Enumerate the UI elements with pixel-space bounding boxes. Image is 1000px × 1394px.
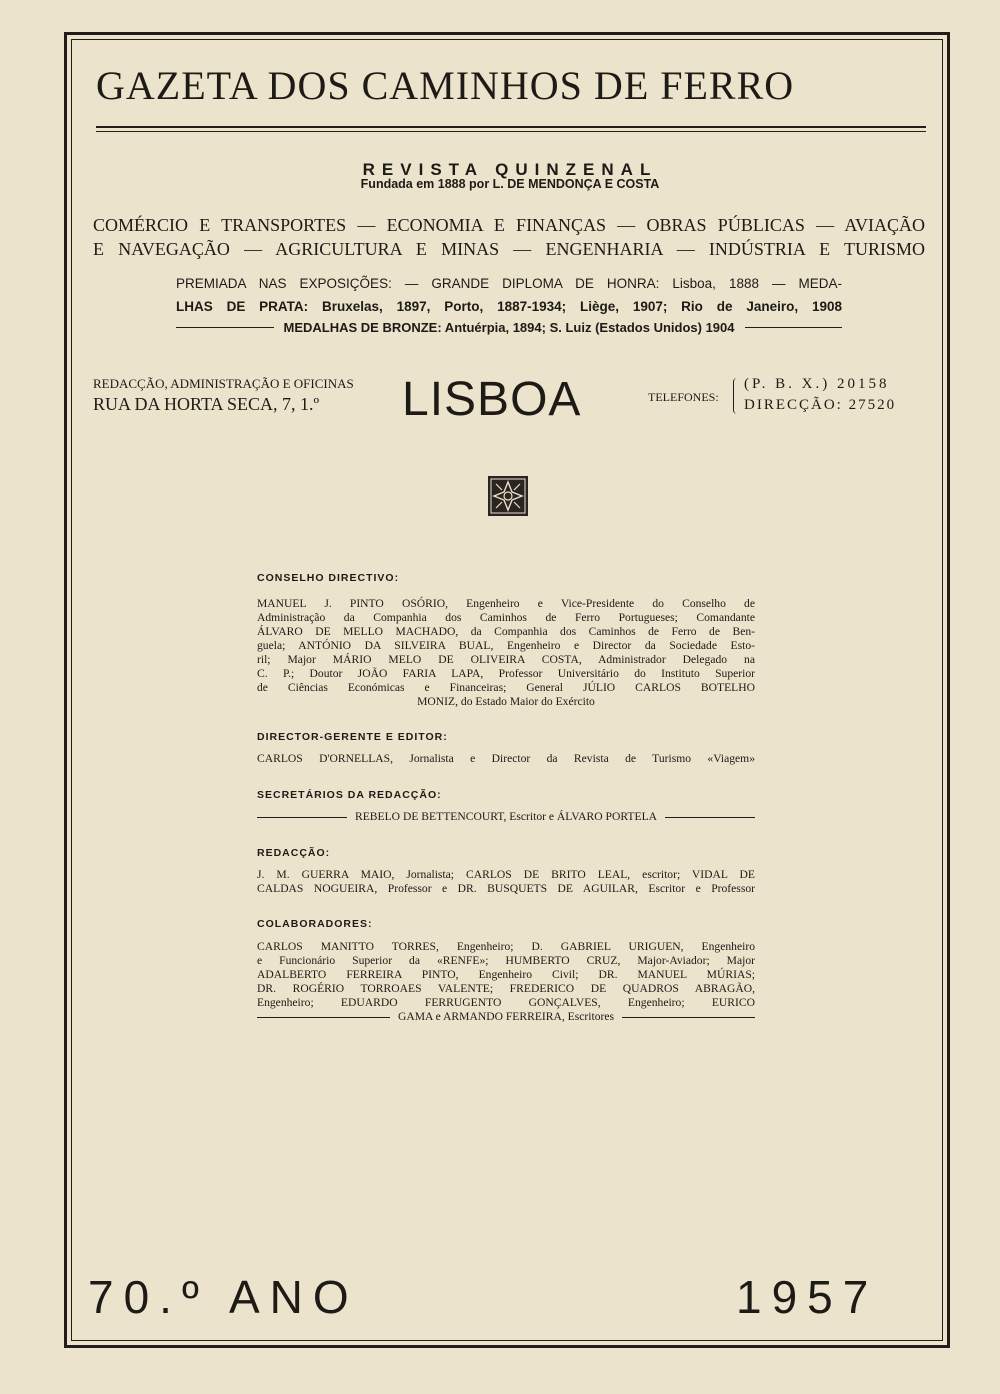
board-line: MANUEL J. PINTO OSÓRIO, Engenheiro e Vice-Presidente do Conselho de — [257, 597, 755, 610]
editorial-line: CALDAS NOGUEIRA, Professor e DR. BUSQUETS DE AGUILAR, Escritor e Professor — [257, 882, 755, 895]
contributors-heading: COLABORADORES: — [257, 918, 373, 930]
board-line: de Ciências Económicas e Financeiras; General JÚLIO CARLOS BOTELHO — [257, 681, 755, 694]
divider — [176, 327, 274, 328]
director-heading: DIRECTOR-GERENTE E EDITOR: — [257, 731, 448, 743]
title-rule — [96, 126, 926, 128]
awards-line-2: LHAS DE PRATA: Bruxelas, 1897, Porto, 1887-1934; Liège, 1907; Rio de Janeiro, 1908 — [176, 299, 842, 314]
phone-pbx: (P. B. X.) 20158 — [744, 376, 890, 392]
address-label: REDACÇÃO, ADMINISTRAÇÃO E OFICINAS — [93, 376, 354, 391]
editorial-heading: REDACÇÃO: — [257, 847, 331, 859]
awards-line-3: MEDALHAS DE BRONZE: Antuérpia, 1894; S. Luiz (Estados Unidos) 1904 — [283, 320, 735, 335]
director-line: CARLOS D'ORNELLAS, Jornalista e Director da Revista de Turismo «Viagem» — [257, 752, 755, 765]
board-heading: CONSELHO DIRECTIVO: — [257, 572, 400, 584]
divider — [257, 817, 347, 818]
secretaries-line: REBELO DE BETTENCOURT, Escritor e ÁLVARO PORTELA — [354, 810, 658, 823]
board-line: ÁLVARO DE MELLO MACHADO, da Companhia dos Caminhos de Ferro de Ben- — [257, 625, 755, 638]
divider — [745, 327, 843, 328]
secretaries-heading: SECRETÁRIOS DA REDACÇÃO: — [257, 789, 442, 801]
editorial-line: J. M. GUERRA MAIO, Jornalista; CARLOS DE BRITO LEAL, escritor; VIDAL DE — [257, 868, 755, 881]
board-line: C. P.; Doutor JOÃO FARIA LAPA, Professor Universitário do Instituto Superior — [257, 667, 755, 680]
contributors-line: Engenheiro; EDUARDO FERRUGENTO GONÇALVES, Engenheiro; EURICO — [257, 996, 755, 1009]
contributors-line: CARLOS MANITTO TORRES, Engenheiro; D. GABRIEL URIGUEN, Engenheiro — [257, 940, 755, 953]
board-line: guela; ANTÓNIO DA SILVEIRA BUAL, Engenheiro e Director da Sociedade Esto- — [257, 639, 755, 652]
contributors-line: DR. ROGÉRIO TORROAES VALENTE; FREDERICO DE QUADROS ABRAGÃO, — [257, 982, 755, 995]
address: RUA DA HORTA SECA, 7, 1.º — [93, 394, 320, 414]
phone-direction: DIRECÇÃO: 27520 — [744, 397, 897, 413]
contributors-line: ADALBERTO FERREIRA PINTO, Engenheiro Civil; DR. MANUEL MÚRIAS; — [257, 968, 755, 981]
publication-year: 1957 — [736, 1271, 879, 1323]
board-line: MONIZ, do Estado Maior do Exército — [417, 695, 595, 708]
scope-line-2: E NAVEGAÇÃO — AGRICULTURA E MINAS — ENGENHARIA — INDÚSTRIA E TURISMO — [93, 239, 925, 259]
scope-line-1: COMÉRCIO E TRANSPORTES — ECONOMIA E FINANÇAS — OBRAS PÚBLICAS — AVIAÇÃO — [93, 215, 925, 235]
brace-icon — [733, 378, 740, 414]
journal-title: GAZETA DOS CAMINHOS DE FERRO — [96, 63, 795, 108]
city-name: LISBOA — [402, 373, 582, 426]
secretaries-row — [257, 810, 755, 824]
title-rule-thin — [96, 131, 926, 132]
contributors-line: GAMA e ARMANDO FERREIRA, Escritores — [397, 1010, 615, 1023]
board-text — [257, 597, 755, 709]
awards-line-3-row — [176, 320, 842, 335]
founded-line: Fundada em 1888 por L. DE MENDONÇA E COSTA — [360, 177, 660, 191]
contributors-text — [257, 940, 755, 1024]
journal-subtitle: REVISTA QUINZENAL — [362, 160, 658, 179]
ornament-icon — [488, 476, 528, 516]
volume-number: 70.º ANO — [88, 1271, 359, 1323]
board-line: Administração da Companhia dos Caminhos de Ferro Portugueses; Comandante — [257, 611, 755, 624]
divider — [665, 817, 755, 818]
awards-line-1: PREMIADA NAS EXPOSIÇÕES: — GRANDE DIPLOMA DE HONRA: Lisboa, 1888 — MEDA- — [176, 276, 842, 291]
editorial-text — [257, 868, 755, 896]
board-line: ril; Major MÁRIO MELO DE OLIVEIRA COSTA, Administrador Delegado na — [257, 653, 755, 666]
phones-label: TELEFONES: — [648, 390, 719, 404]
director-text — [257, 752, 755, 766]
contributors-last-row — [257, 1010, 755, 1024]
divider — [257, 1017, 390, 1018]
divider — [622, 1017, 755, 1018]
contributors-line: e Funcionário Superior da «RENFE»; HUMBERTO CRUZ, Major-Aviador; Major — [257, 954, 755, 967]
